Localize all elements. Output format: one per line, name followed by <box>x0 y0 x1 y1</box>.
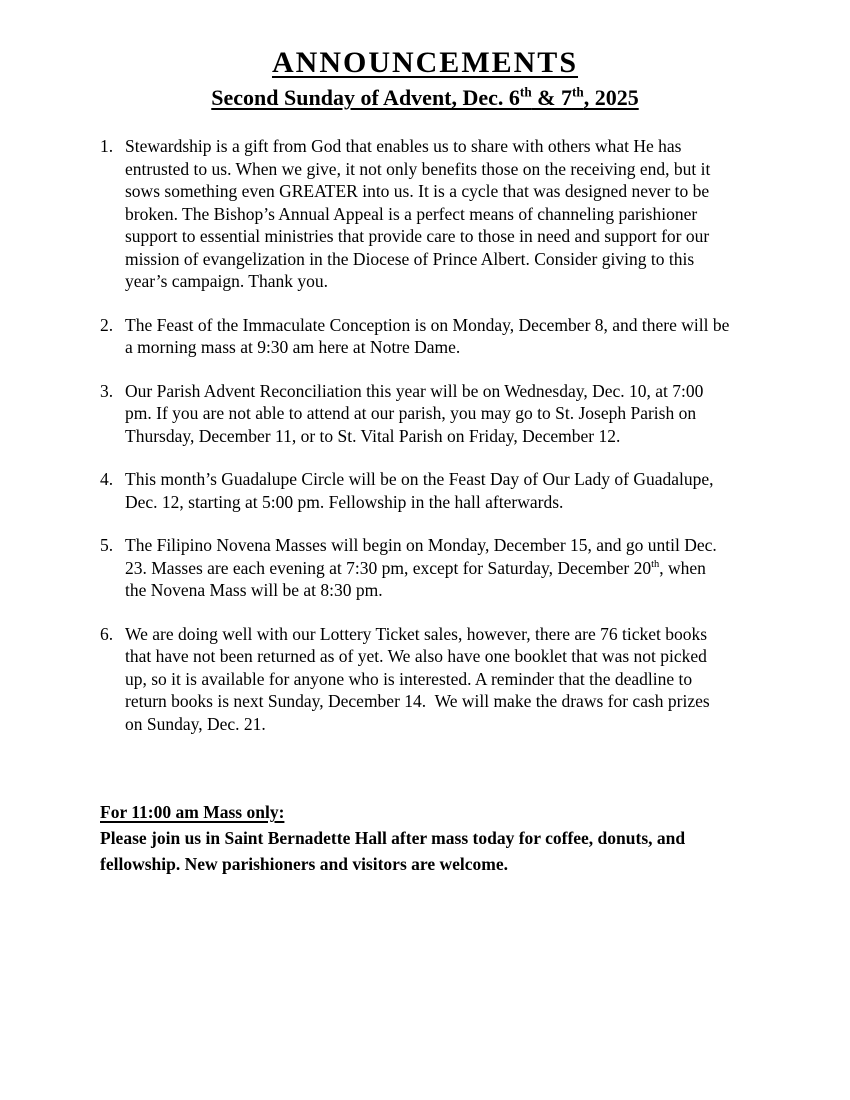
ordinal-superscript: th <box>519 84 532 100</box>
text-line: support to essential ministries that provide care to those in need and support for our <box>125 226 710 246</box>
page-title: ANNOUNCEMENTS <box>271 46 579 79</box>
text-line: The Feast of the Immaculate Conception is on Monday, December 8, and there will be <box>125 314 730 335</box>
page-subtitle <box>0 84 850 111</box>
ordinal-superscript: th <box>651 558 660 570</box>
text-line: Dec. 12, starting at 5:00 pm. Fellowship in the hall afterwards. <box>125 491 564 512</box>
item-text <box>125 135 810 293</box>
text-line: entrusted to us. When we give, it not only benefits those on the receiving end, but it <box>125 158 711 179</box>
item-number: 3. <box>100 380 114 401</box>
text-line: We are doing well with our Lottery Ticket sales, however, there are 76 ticket books <box>125 623 708 644</box>
text-line: that have not been returned as of yet. We also have one booklet that was not picked <box>125 646 707 666</box>
footer-section <box>0 799 850 877</box>
announcements-list <box>0 135 850 735</box>
item-text <box>125 380 810 448</box>
text-line: Our Parish Advent Reconciliation this year will be on Wednesday, Dec. 10, at 7:00 <box>125 380 704 401</box>
announcement-item <box>100 135 810 293</box>
text-line: mission of evangelization in the Diocese of Prince Albert. Consider giving to this <box>125 248 695 269</box>
text-line: year’s campaign. Thank you. <box>125 271 328 291</box>
item-number: 6. <box>100 623 114 644</box>
document-header <box>0 0 850 111</box>
footer-heading: For 11:00 am Mass only: <box>100 802 285 822</box>
text-line: return books is next Sunday, December 14. We will make the draws for cash prizes <box>125 691 710 711</box>
footer-line: fellowship. New parishioners and visitors are welcome. <box>100 854 508 874</box>
announcement-item <box>100 314 810 359</box>
announcement-item <box>100 468 810 513</box>
text-line: pm. If you are not able to attend at our parish, you may go to St. Joseph Parish on <box>125 403 697 423</box>
announcement-item <box>100 623 810 736</box>
subtitle-text: Second Sunday of Advent, Dec. 6th & 7th, 2025 <box>211 84 639 110</box>
text-line: Stewardship is a gift from God that enables us to share with others what He has <box>125 136 682 156</box>
footer-line: Please join us in Saint Bernadette Hall after mass today for coffee, donuts, and <box>100 828 686 848</box>
text-line: sows something even GREATER into us. It is a cycle that was designed never to be <box>125 181 710 201</box>
text-line: This month’s Guadalupe Circle will be on the Feast Day of Our Lady of Guadalupe, <box>125 469 714 489</box>
item-number: 1. <box>100 136 114 156</box>
item-text <box>125 468 810 513</box>
text-line: a morning mass at 9:30 am here at Notre Dame. <box>125 337 461 357</box>
text-line: the Novena Mass will be at 8:30 pm. <box>125 580 383 600</box>
item-number: 5. <box>100 535 114 555</box>
ordinal-superscript: th <box>571 84 584 100</box>
announcement-item <box>100 380 810 448</box>
text-line: on Sunday, Dec. 21. <box>125 713 266 734</box>
item-number: 2. <box>100 314 114 335</box>
item-text <box>125 623 810 736</box>
text-line: 23. Masses are each evening at 7:30 pm, except for Saturday, December 20th, when <box>125 557 706 578</box>
item-number: 4. <box>100 469 114 489</box>
announcement-item <box>100 534 810 602</box>
text-line: Thursday, December 11, or to St. Vital Parish on Friday, December 12. <box>125 425 621 446</box>
item-text <box>125 314 810 359</box>
item-text <box>125 534 810 602</box>
text-line: up, so it is available for anyone who is interested. A reminder that the deadline to <box>125 668 693 689</box>
text-line: broken. The Bishop’s Annual Appeal is a perfect means of channeling parishioner <box>125 203 698 224</box>
text-line: The Filipino Novena Masses will begin on Monday, December 15, and go until Dec. <box>125 535 717 555</box>
